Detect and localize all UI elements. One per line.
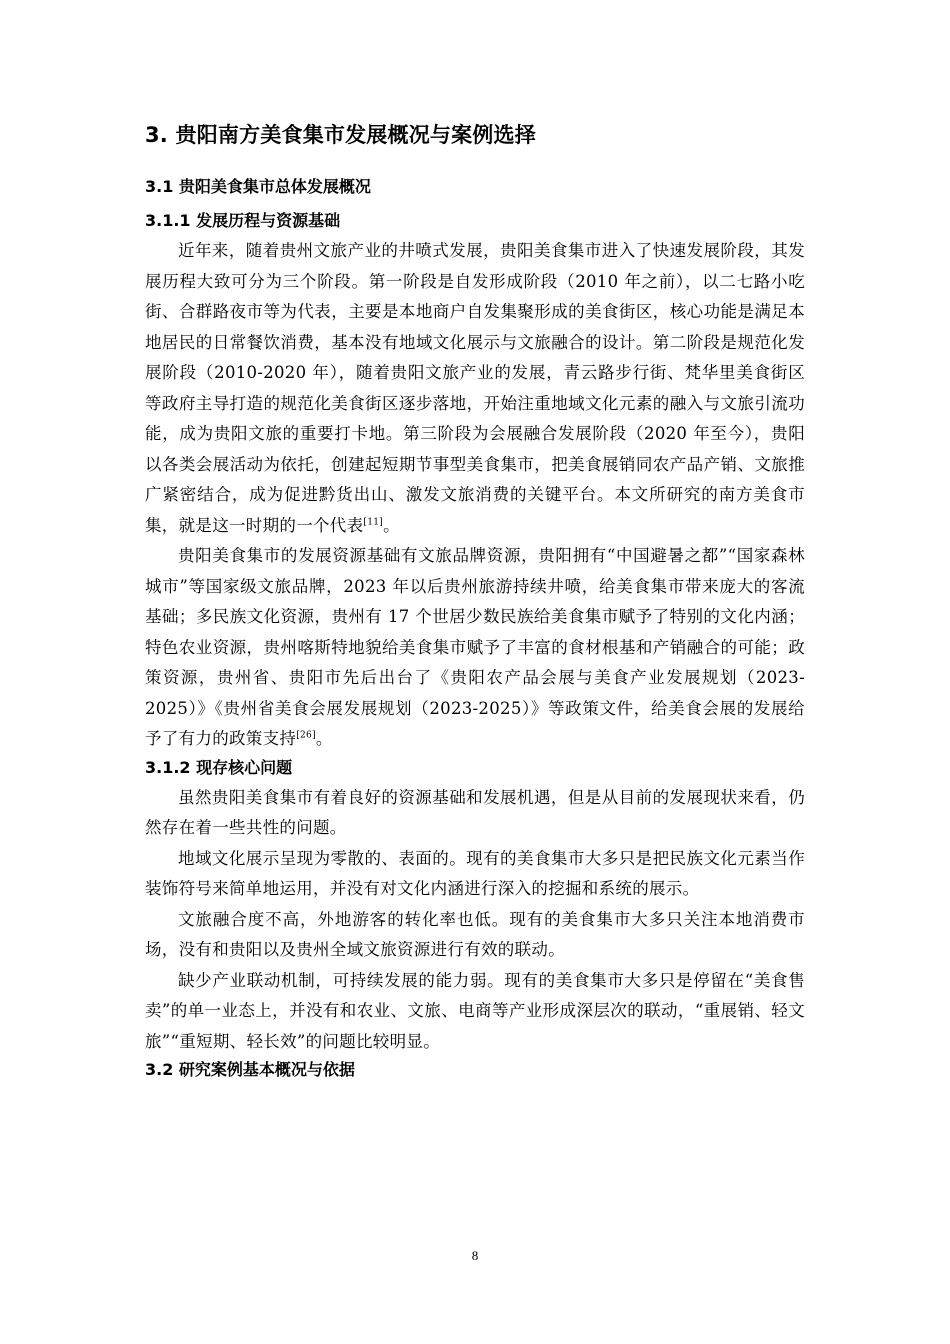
- paragraph-problem-industry: 缺少产业联动机制，可持续发展的能力弱。现有的美食集市大多只是停留在“美食售卖”的单一业态上，并没有和农业、文旅、电商等产业形成深层次的联动，“重展销、轻文旅”“重短期、轻长效”的问题比较明显。: [145, 970, 805, 1051]
- chapter-heading: 3. 贵阳南方美食集市发展概况与案例选择: [145, 123, 536, 147]
- paragraph-text: 贵阳美食集市的发展资源基础有文旅品牌资源，贵阳拥有“中国避暑之都”“国家森林城市”等国家级文旅品牌，2023 年以后贵州旅游持续井喷，给美食集市带来庞大的客流基础；多民族文化资源，贵州有 17 个世居少数民族给美食集市赋予了特别的文化内涵；特色农业资源，贵州喀斯特地貌给美食集市赋予了丰富的食材根基和产销融合的可能；政策资源，贵州省、贵阳市先后出台了《贵阳农产品会展与美食产业发展规划（2023-2025）》《贵州省美食会展发展规划（2023-2025）》等政策文件，给美食会展的发展给予了有力的政策支持: [145, 546, 805, 748]
- subsection-heading-3-1-1: 3.1.1 发展历程与资源基础: [145, 211, 341, 230]
- citation-ref: [11]: [363, 517, 384, 527]
- paragraph-text: 近年来，随着贵州文旅产业的井喷式发展，贵阳美食集市进入了快速发展阶段，其发展历程大致可分为三个阶段。第一阶段是自发形成阶段（2010 年之前），以二七路小吃街、合群路夜市等为代表，主要是本地商户自发集聚形成的美食街区，核心功能是满足本地居民的日常餐饮消费，基本没有地域文化展示与文旅融合的设计。第二阶段是规范化发展阶段（2010-2020 年），随着贵阳文旅产业的发展，青云路步行街、梵华里美食街区等政府主导打造的规范化美食街区逐步落地，开始注重地域文化元素的融入与文旅引流功能，成为贵阳文旅的重要打卡地。第三阶段为会展融合发展阶段（2020 年至今），贵阳以各类会展活动为依托，创建起短期节事型美食集市，把美食展销同农产品产销、文旅推广紧密结合，成为促进黔货出山、激发文旅消费的关键平台。本文所研究的南方美食市集，就是这一时期的一个代表: [145, 241, 805, 535]
- paragraph-problems-intro: 虽然贵阳美食集市有着良好的资源基础和发展机遇，但是从目前的发展现状来看，仍然存在着一些共性的问题。: [145, 787, 805, 837]
- citation-ref: [26]: [296, 730, 316, 741]
- paragraph-end: 。: [383, 515, 400, 535]
- paragraph-problem-culture: 地域文化展示呈现为零散的、表面的。现有的美食集市大多只是把民族文化元素当作装饰符号来简单地运用，并没有对文化内涵进行深入的挖掘和系统的展示。: [145, 848, 805, 898]
- page-number: 8: [471, 1248, 479, 1263]
- section-heading-3-2: 3.2 研究案例基本概况与依据: [145, 1060, 355, 1079]
- paragraph-development-history: [145, 236, 805, 541]
- page-content: [145, 120, 805, 1085]
- paragraph-resources: [145, 541, 805, 755]
- subsection-heading-3-1-2: 3.1.2 现存核心问题: [145, 757, 293, 777]
- paragraph-end: 。: [315, 729, 333, 748]
- section-heading-3-1: 3.1 贵阳美食集市总体发展概况: [145, 177, 371, 196]
- paragraph-problem-tourism: 文旅融合度不高，外地游客的转化率也低。现有的美食集市大多只关注本地消费市场，没有和贵阳以及贵州全域文旅资源进行有效的联动。: [145, 909, 805, 959]
